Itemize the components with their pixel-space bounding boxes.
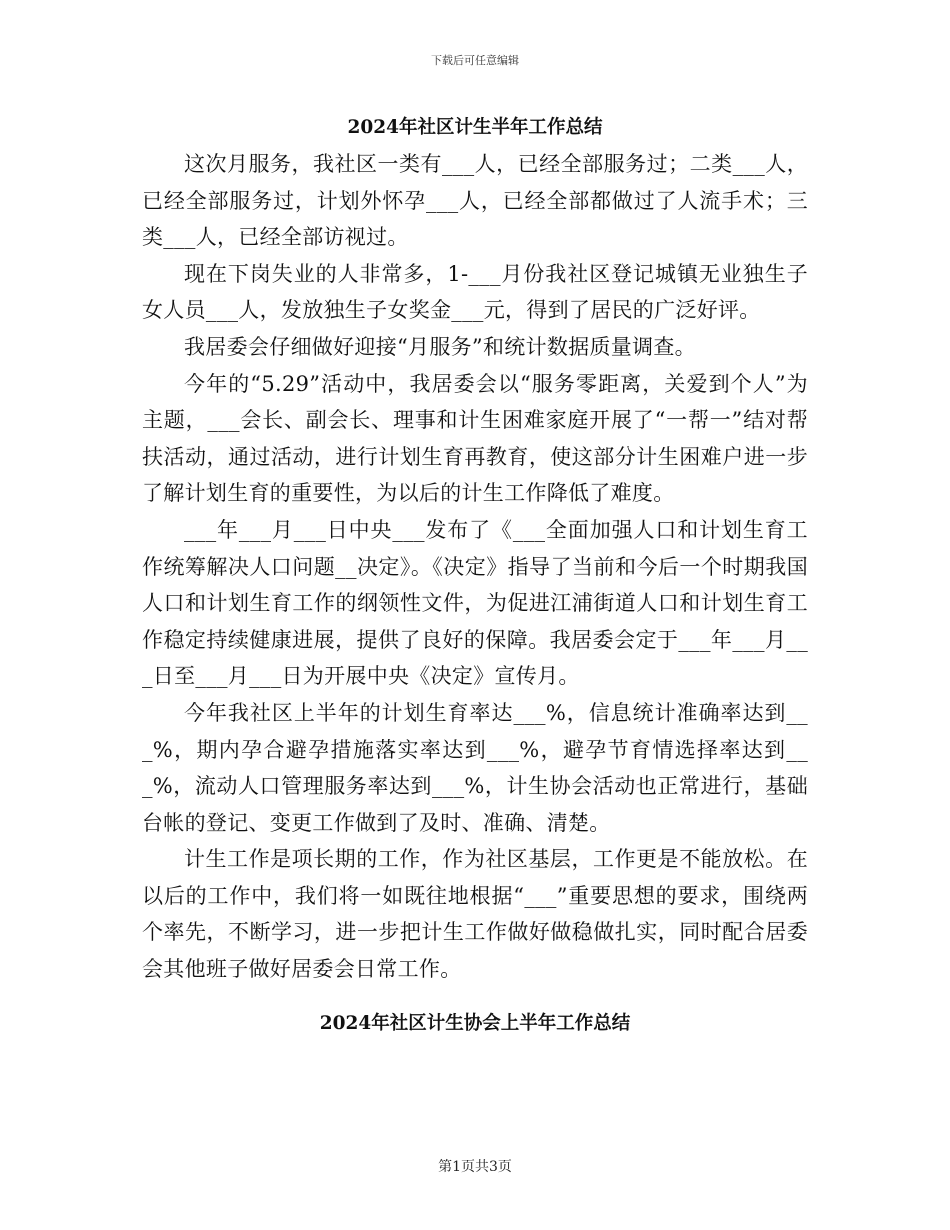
page-header-note: 下载后可任意编辑 — [431, 54, 519, 67]
paragraph-2: 现在下岗失业的人非常多，1-___月份我社区登记城镇无业独生子女人员___人，发放独生子女奖金___元，得到了居民的广泛好评。 — [142, 261, 808, 323]
second-document-title: 2024年社区计生协会上半年工作总结 — [319, 1012, 631, 1034]
document-title: 2024年社区计生半年工作总结 — [347, 117, 603, 138]
paragraph-4: 今年的“5.29”活动中，我居委会以“服务零距离，关爱到个人”为主题，___会长、副会长、理事和计生困难家庭开展了“一帮一”结对帮扶活动，通过活动，进行计划生育再教育，使这部分计生困难户进一步了解计划生育的重要性，为以后的计生工作降低了难度。 — [142, 371, 808, 506]
paragraph-7: 计生工作是项长期的工作，作为社区基层，工作更是不能放松。在以后的工作中，我们将一如既往地根据“___”重要思想的要求，围绕两个率先，不断学习，进一步把计生工作做好做稳做扎实，同时配合居委会其他班子做好居委会日常工作。 — [142, 847, 808, 982]
paragraph-5: ___年___月___日中央___发布了《___全面加强人口和计划生育工作统筹解决人口问题__决定》。《决定》指导了当前和今后一个时期我国人口和计划生育工作的纲领性文件，为促进江浦街道人口和计划生育工作稳定持续健康进展，提供了良好的保障。我居委会定于___年___月___日至___月___日为开展中央《决定》宣传月。 — [142, 517, 808, 689]
paragraph-1: 这次月服务，我社区一类有___人，已经全部服务过；二类___人，已经全部服务过，计划外怀孕___人，已经全部都做过了人流手术；三类___人，已经全部访视过。 — [142, 152, 808, 250]
paragraph-3: 我居委会仔细做好迎接“月服务”和统计数据质量调查。 — [184, 334, 696, 359]
page-number-footer: 第1页共3页 — [438, 1159, 512, 1175]
paragraph-6: 今年我社区上半年的计划生育率达___%，信息统计准确率达到___%，期内孕合避孕措施落实率达到___%，避孕节育情选择率达到___%，流动人口管理服务率达到___%，计生协会活动也正常进行，基础台帐的登记、变更工作做到了及时、准确、清楚。 — [142, 700, 808, 835]
document-body — [142, 110, 808, 1042]
